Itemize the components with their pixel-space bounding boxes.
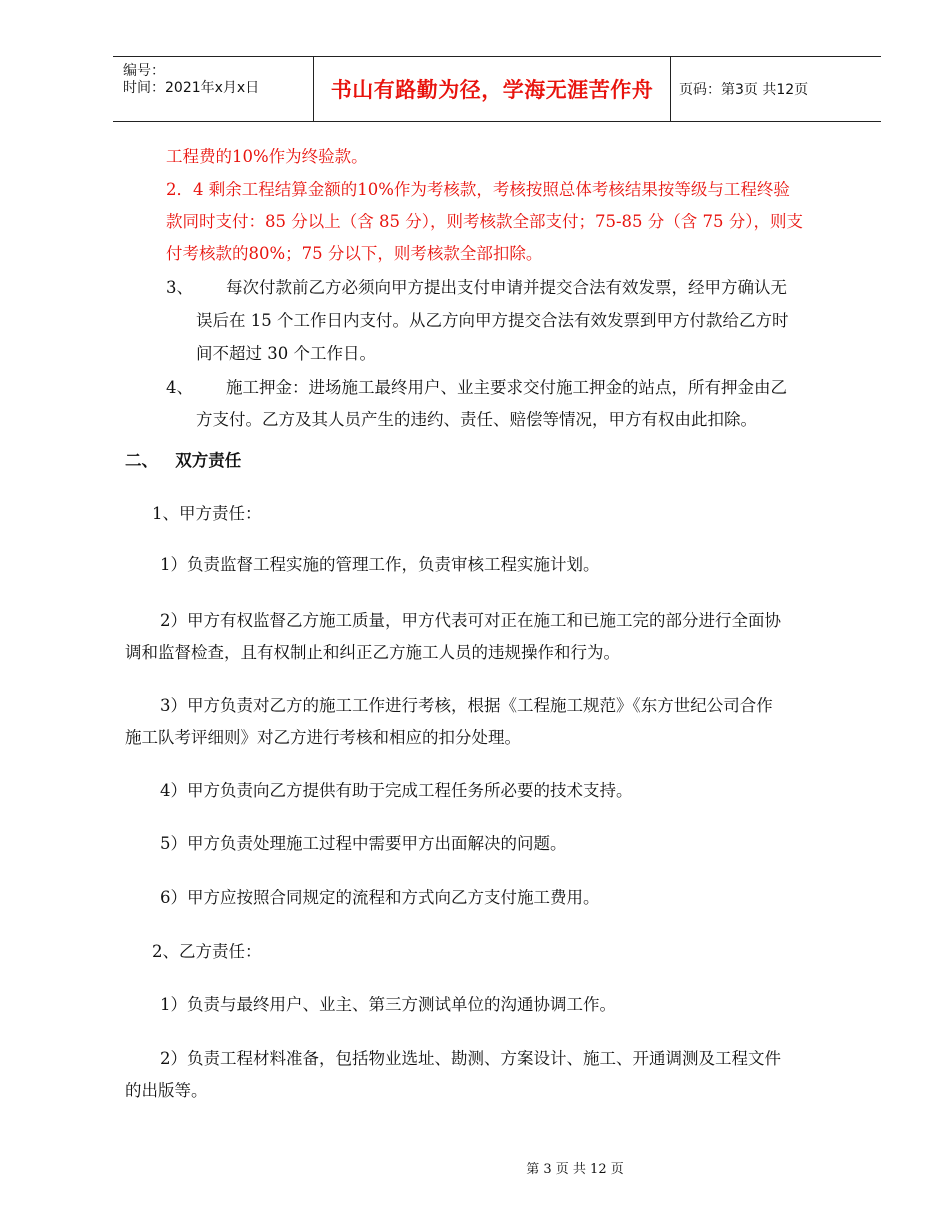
party-a-item-5: 5）甲方负责处理施工过程中需要甲方出面解决的问题。 xyxy=(160,834,567,853)
paragraph-2-4-line1: 2．4 剩余工程结算金额的10%作为考核款，考核按照总体考核结果按等级与工程终验 xyxy=(166,180,790,199)
item-3-number: 3、 xyxy=(166,278,193,297)
page-header xyxy=(113,56,881,122)
paragraph-2-4-line3: 付考核款的80%；75 分以下，则考核款全部扣除。 xyxy=(166,244,543,263)
party-a-item-3-line2: 施工队考评细则》对乙方进行考核和相应的扣分处理。 xyxy=(125,728,521,747)
header-motto: 书山有路勤为径，学海无涯苦作舟 xyxy=(313,57,671,121)
section-heading-responsibilities: 二、 双方责任 xyxy=(125,451,242,470)
page-footer: 第 3 页 共 12 页 xyxy=(526,1162,624,1177)
party-a-title: 1、甲方责任： xyxy=(152,504,262,523)
party-a-item-4: 4）甲方负责向乙方提供有助于完成工程任务所必要的技术支持。 xyxy=(160,781,633,800)
party-b-item-1: 1）负责与最终用户、业主、第三方测试单位的沟通协调工作。 xyxy=(160,995,616,1014)
item-4-line2: 方支付。乙方及其人员产生的违约、责任、赔偿等情况，甲方有权由此扣除。 xyxy=(196,410,757,429)
item-3-line1: 每次付款前乙方必须向甲方提出支付申请并提交合法有效发票，经甲方确认无 xyxy=(226,278,787,297)
item-4-number: 4、 xyxy=(166,378,193,397)
item-3-line2: 误后在 15 个工作日内支付。从乙方向甲方提交合法有效发票到甲方付款给乙方时 xyxy=(196,311,789,330)
party-a-item-2-line2: 调和监督检查，且有权制止和纠正乙方施工人员的违规操作和行为。 xyxy=(125,643,620,662)
party-a-item-2-line1: 2）甲方有权监督乙方施工质量，甲方代表可对正在施工和已施工完的部分进行全面协 xyxy=(160,611,781,630)
party-a-item-6: 6）甲方应按照合同规定的流程和方式向乙方支付施工费用。 xyxy=(160,888,600,907)
party-a-item-1: 1）负责监督工程实施的管理工作，负责审核工程实施计划。 xyxy=(160,555,600,574)
paragraph-2-4-line2: 款同时支付：85 分以上（含 85 分），则考核款全部支付；75-85 分（含 75 分），则支 xyxy=(166,212,804,231)
header-meta xyxy=(113,57,313,121)
party-b-item-2-line2: 的出版等。 xyxy=(125,1081,208,1100)
item-3-line3: 间不超过 30 个工作日。 xyxy=(196,344,376,363)
party-b-item-2-line1: 2）负责工程材料准备，包括物业选址、勘测、方案设计、施工、开通调测及工程文件 xyxy=(160,1049,781,1068)
item-4-line1: 施工押金：进场施工最终用户、业主要求交付施工押金的站点，所有押金由乙 xyxy=(226,378,787,397)
party-b-title: 2、乙方责任： xyxy=(152,942,262,961)
time-label: 时间：2021年x月x日 xyxy=(123,80,260,96)
paragraph-final-payment: 工程费的10%作为终验款。 xyxy=(166,147,368,166)
serial-number-label: 编号： xyxy=(123,63,165,79)
party-a-item-3-line1: 3）甲方负责对乙方的施工工作进行考核，根据《工程施工规范》《东方世纪公司合作 xyxy=(160,696,773,715)
header-page-info: 页码：第3页 共12页 xyxy=(679,82,809,98)
